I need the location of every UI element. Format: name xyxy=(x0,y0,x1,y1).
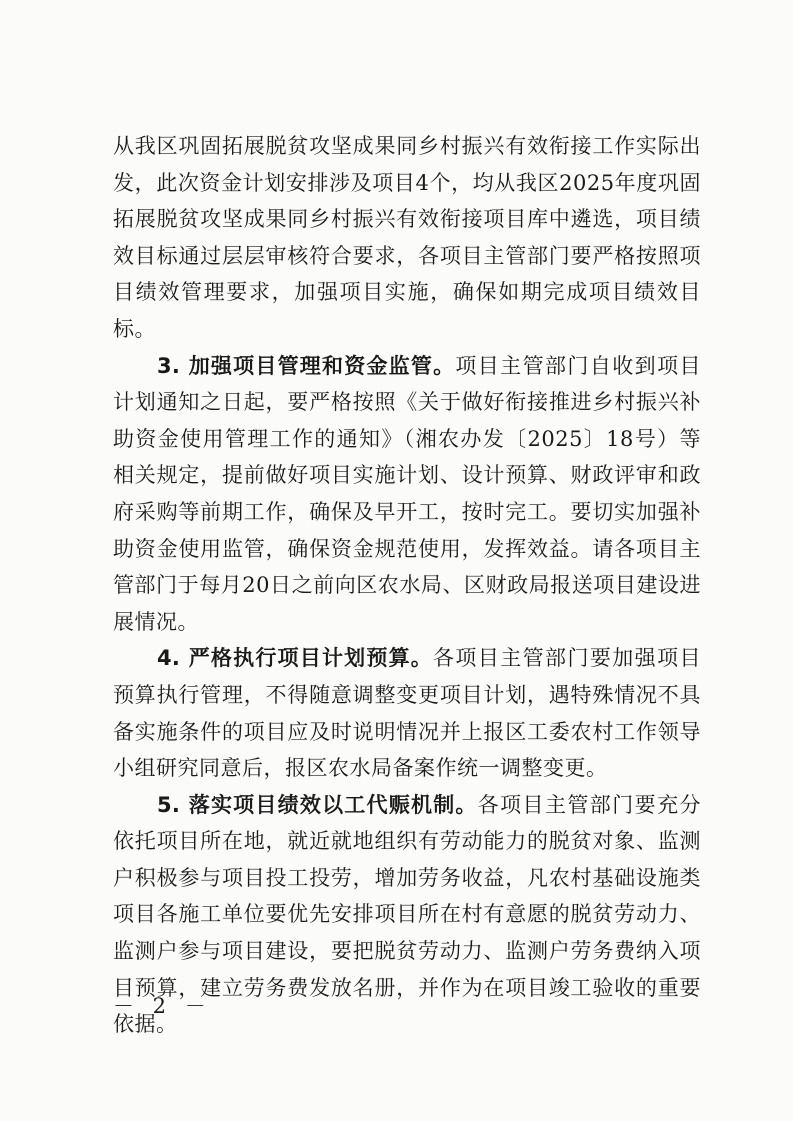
paragraph-continuation xyxy=(113,128,701,348)
paragraph-item-3 xyxy=(113,348,701,641)
item-3-text: 项目主管部门自收到项目计划通知之日起，要严格按照《关于做好衔接推进乡村振兴补助资金使用管理工作的通知》（湘农办发〔2025〕18号）等相关规定，提前做好项目实施计划、设计预算、财政评审和政府采购等前期工作，确保及早开工，按时完工。要切实加强补助资金使用监管，确保资金规范使用，发挥效益。请各项目主管部门于每月20日之前向区农水局、区财政局报送项目建设进展情况。 xyxy=(113,353,701,634)
paragraph-item-4 xyxy=(113,640,701,786)
item-5-heading: 5. 落实项目绩效以工代赈机制。 xyxy=(157,792,478,817)
page-number: － 2 － xyxy=(113,994,212,1018)
item-5-text: 各项目主管部门要充分依托项目所在地，就近就地组织有劳动能力的脱贫对象、监测户积极参与项目投工投劳，增加劳务收益，凡农村基础设施类项目各施工单位要优先安排项目所在村有意愿的脱贫劳动力、监测户参与项目建设，要把脱贫劳动力、监测户劳务费纳入项目预算，建立劳务费发放名册，并作为在项目竣工验收的重要依据。 xyxy=(113,792,702,1037)
item-4-text: 各项目主管部门要加强项目预算执行管理，不得随意调整变更项目计划，遇特殊情况不具备实施条件的项目应及时说明情况并上报区工委农村工作领导小组研究同意后，报区农水局备案作统一调整变更。 xyxy=(113,646,701,781)
paragraph-text: 从我区巩固拓展脱贫攻坚成果同乡村振兴有效衔接工作实际出发，此次资金计划安排涉及项目4个，均从我区2025年度巩固拓展脱贫攻坚成果同乡村振兴有效衔接项目库中遴选，项目绩效目标通过层层审核符合要求，各项目主管部门要严格按照项目绩效管理要求，加强项目实施，确保如期完成项目绩效目标。 xyxy=(113,134,701,341)
item-3-heading: 3. 加强项目管理和资金监管。 xyxy=(157,353,456,378)
item-4-heading: 4. 严格执行项目计划预算。 xyxy=(157,646,433,671)
